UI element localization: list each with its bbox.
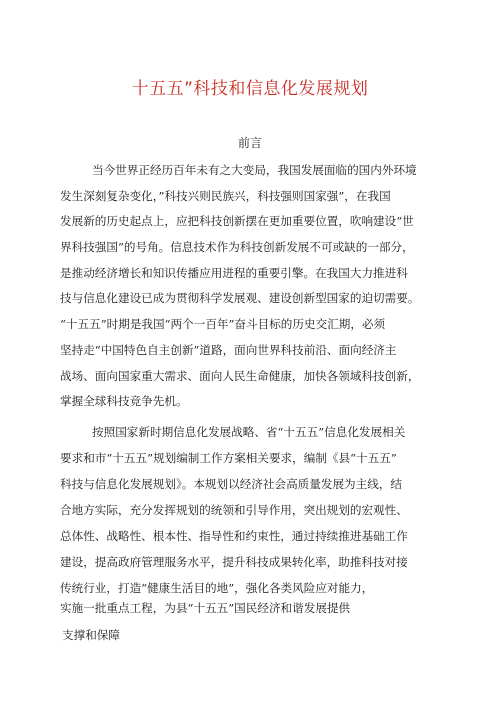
body-line: 支撑和保障	[62, 628, 120, 642]
body-line: 总体性、战略性、根本性、指导性和约束性，通过持续推进基础工作	[60, 529, 408, 543]
body-line: 掌握全球科技竞争先机。	[60, 394, 188, 408]
body-line: 是推动经济增长和知识传播应用进程的重要引擎。在我国大力推进科	[60, 266, 408, 280]
body-line: 要求和市“十五五”规划编制工作方案相关要求，编制《县“十五五”	[60, 451, 397, 465]
body-line: “十五五”时期是我国“两个一百年”奋斗目标的历史交汇期，必须	[60, 317, 386, 331]
body-line: 坚持走“中国特色自主创新”道路，面向世界科技前沿、面向经济主	[60, 343, 397, 357]
preface-heading: 前言	[237, 136, 262, 150]
body-line: 发展新的历史起点上，应把科技创新摆在更加重要位置，吹响建设“世	[60, 214, 414, 228]
body-line: 发生深刻复杂变化，”科技兴则民族兴，科技强则国家强”，在我国	[60, 189, 391, 203]
body-line: 当今世界正经历百年未有之大变局，我国发展面临的国内外环境	[92, 163, 417, 177]
body-line: 战场、面向国家重大需求、面向人民生命健康，加快各领域科技创新，	[60, 369, 420, 383]
body-line: 建设，提高政府管理服务水平，提升科技成果转化率，助推科技对接	[60, 555, 408, 569]
body-line: 传统行业，打造“健康生活目的地”，强化各类风险应对能力，	[60, 581, 374, 595]
body-line: 实施一批重点工程，为县“十五五”国民经济和谐发展提供	[60, 601, 351, 615]
body-line: 技与信息化建设已成为贯彻科学发展观、建设创新型国家的迫切需要。	[60, 291, 420, 305]
body-line: 合地方实际，充分发挥规划的统领和引导作用，突出规划的宏观性、	[60, 503, 408, 517]
body-line: 界科技强国”的号角。信息技术作为科技创新发展不可或缺的一部分，	[60, 240, 414, 254]
document-title: 十五五”科技和信息化发展规划	[131, 79, 369, 99]
body-line: 科技与信息化发展规划》。本规划以经济社会高质量发展为主线，结	[60, 477, 403, 491]
body-line: 按照国家新时期信息化发展战略、省“十五五”信息化发展相关	[92, 425, 406, 439]
